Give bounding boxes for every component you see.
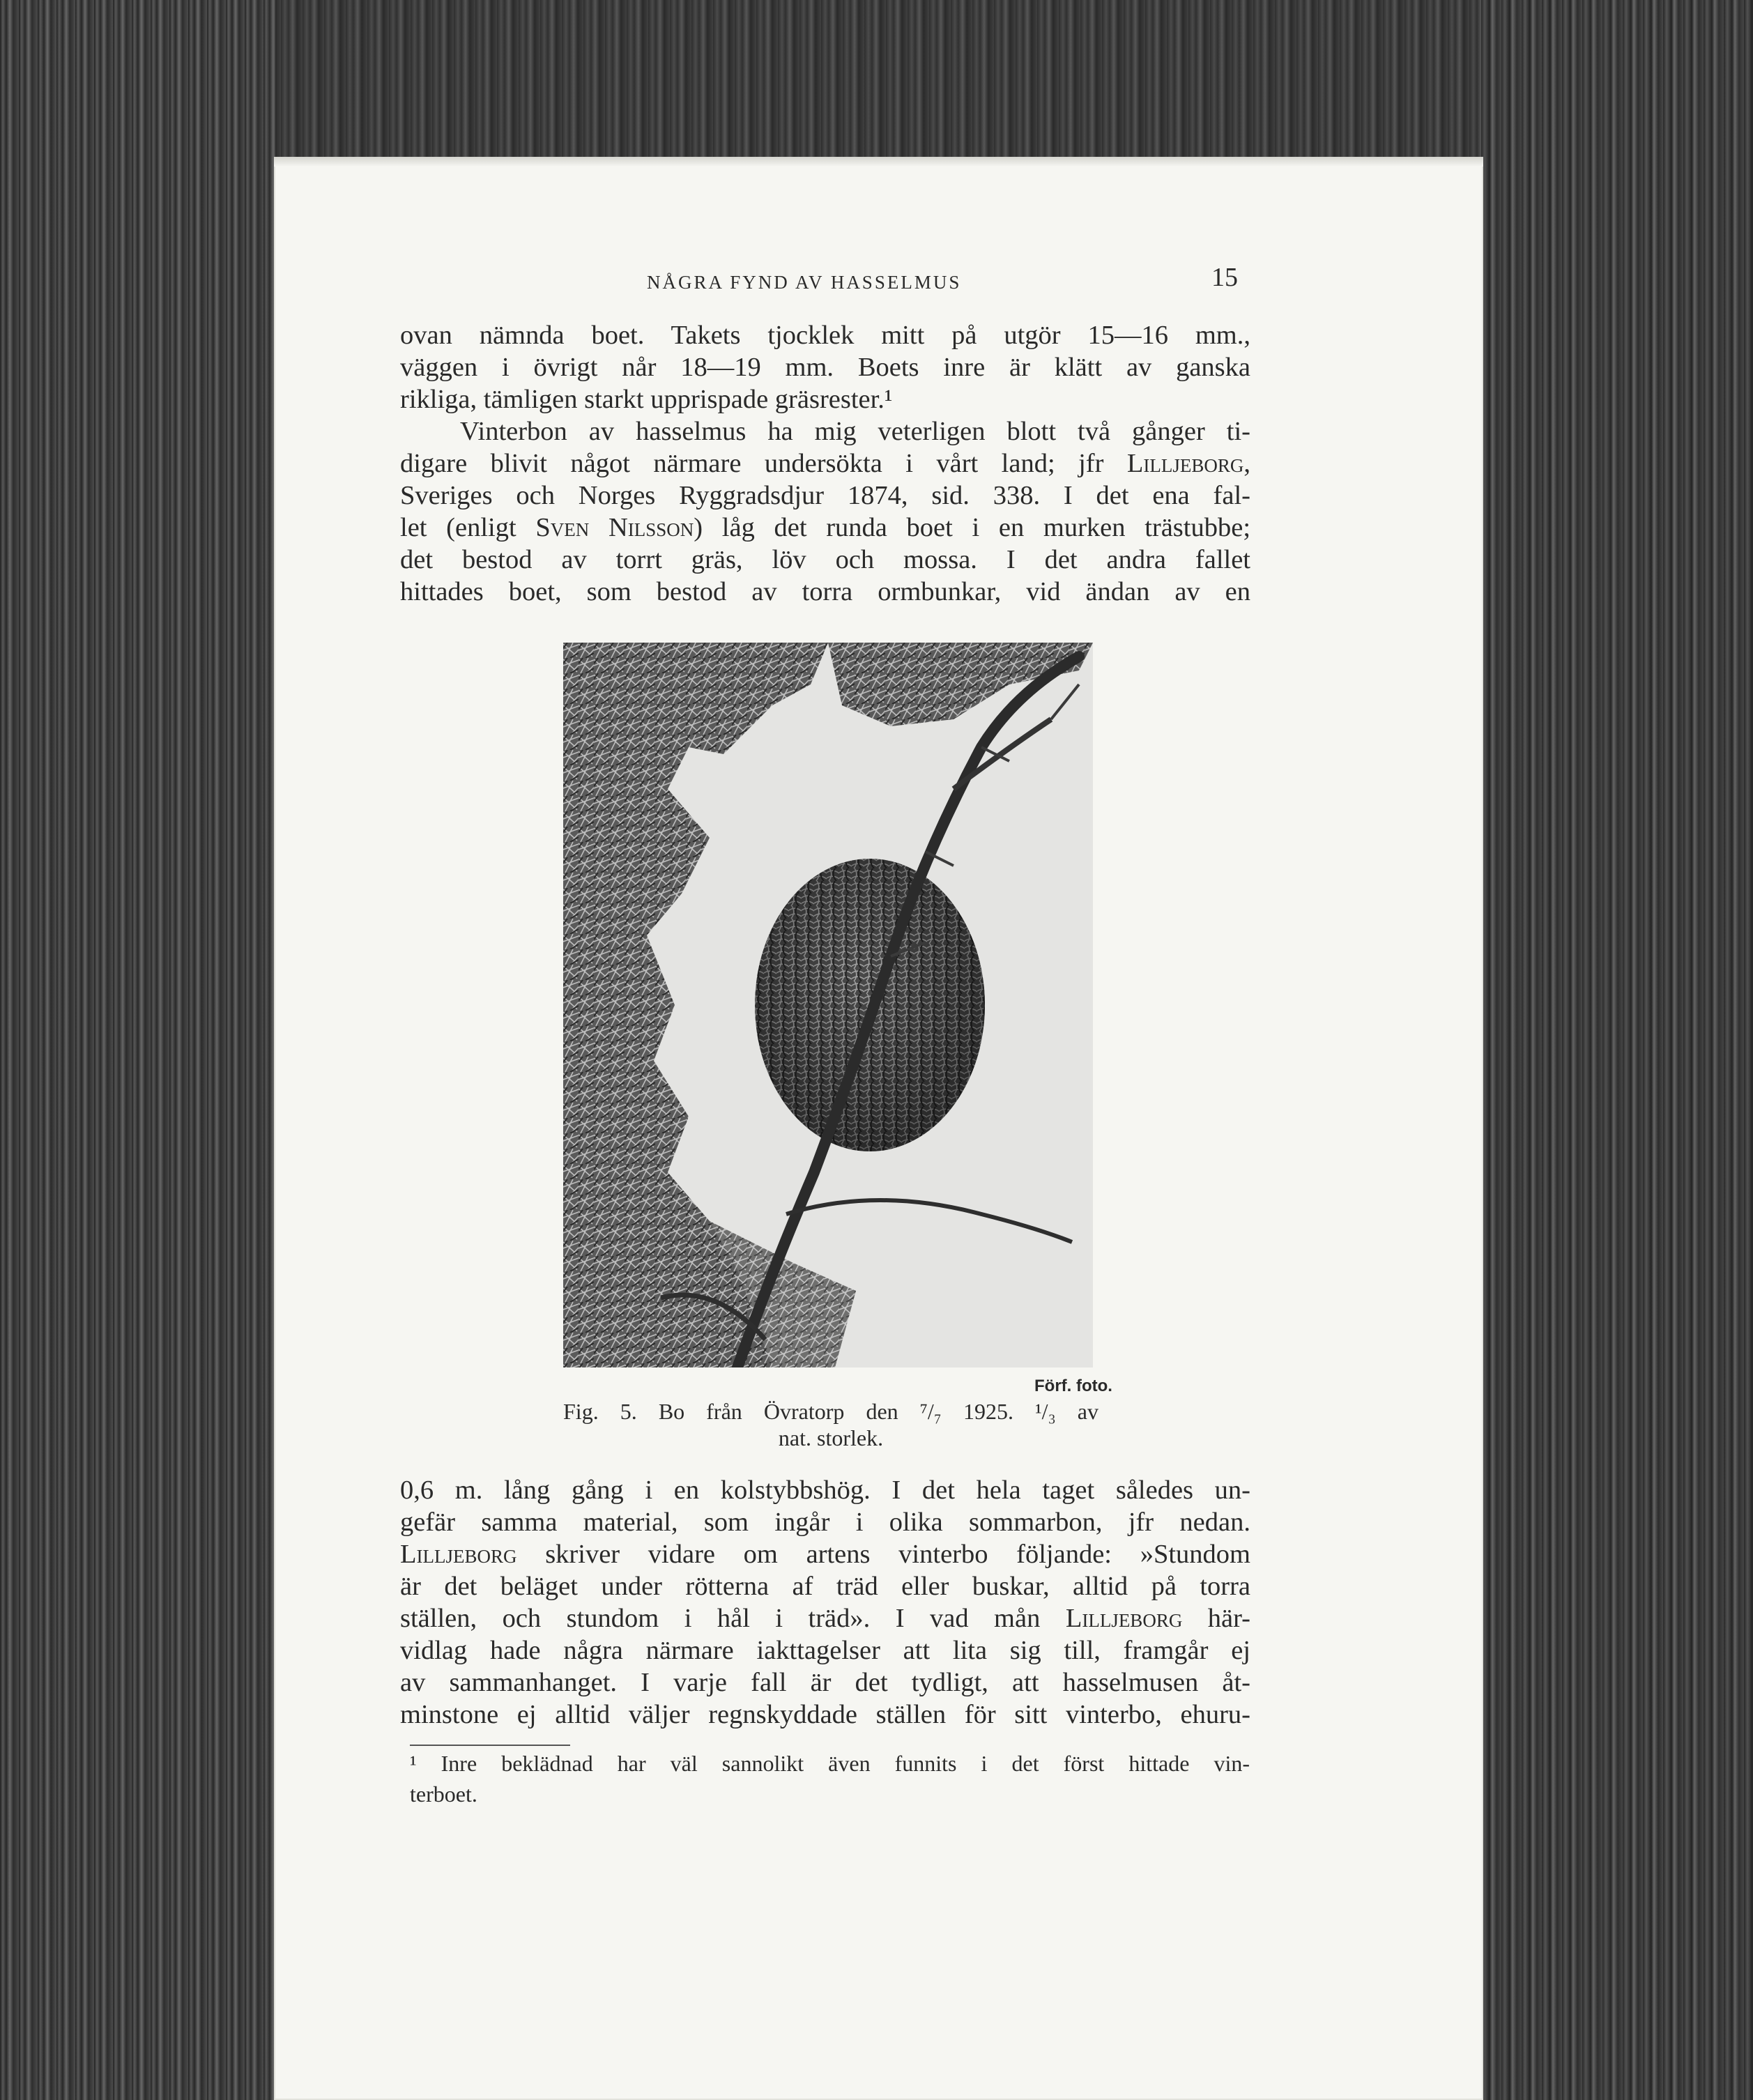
text-line: Sveriges och Norges Ryggradsdjur 1874, sid. 338. I det ena fal-	[400, 481, 1250, 510]
page-number: 15	[1211, 263, 1238, 292]
figure-caption	[563, 1398, 1099, 1451]
text-segment: digare blivit något närmare undersökta i vårt land; jfr	[400, 449, 1104, 478]
footnote-line: terboet.	[410, 1781, 477, 1807]
text-line: rikliga, tämligen starkt upprispade gräsrester.¹	[400, 385, 893, 414]
footnote-divider	[410, 1745, 570, 1746]
text-segment: ställen, och stundom i hål i träd». I vad mån	[400, 1604, 1041, 1633]
footnote	[410, 1748, 1250, 1809]
text-segment: här-	[1207, 1604, 1250, 1633]
author-name-sven-nilsson: Sven Nilsson)	[535, 513, 703, 542]
caption-line: nat. storlek.	[778, 1425, 884, 1450]
text-line	[400, 512, 1250, 544]
author-name-lilljeborg: Lilljeborg,	[1126, 449, 1250, 478]
photo-illustration	[563, 643, 1093, 1367]
text-line: det bestod av torrt gräs, löv och mossa. I det andra fallet	[400, 545, 1250, 574]
text-segment: let (enligt	[400, 513, 516, 542]
body-text-bottom	[400, 1474, 1250, 1731]
text-line	[400, 447, 1250, 480]
author-name-lilljeborg: Lilljeborg	[400, 1540, 517, 1569]
text-line: ovan nämnda boet. Takets tjocklek mitt på utgör 15—16 mm.,	[400, 321, 1250, 350]
text-line	[400, 1602, 1250, 1634]
paragraph-start-line: Vinterbon av hasselmus ha mig veterligen blott två gånger ti-	[460, 417, 1250, 446]
text-line	[400, 1538, 1250, 1570]
caption-line: Fig. 5. Bo från Övratorp den ⁷/₇ 1925. ¹/₃ av	[563, 1399, 1099, 1424]
text-line: gefär samma material, som ingår i olika sommarbon, jfr nedan.	[400, 1508, 1250, 1537]
body-text-top	[400, 319, 1250, 608]
text-segment: skriver vidare om artens vinterbo följande: »Stundom	[545, 1540, 1250, 1569]
text-line: 0,6 m. lång gång i en kolstybbshög. I det hela taget således un-	[400, 1476, 1250, 1505]
text-line: hittades boet, som bestod av torra ormbunkar, vid ändan av en	[400, 577, 1250, 606]
author-name-lilljeborg: Lilljeborg	[1065, 1604, 1183, 1633]
text-segment: låg det runda boet i en murken trästubbe;	[721, 513, 1250, 542]
text-line: väggen i övrigt når 18—19 mm. Boets inre är klätt av ganska	[400, 353, 1250, 382]
text-line: är det beläget under rötterna af träd eller buskar, alltid på torra	[400, 1572, 1250, 1601]
footnote-line: ¹ Inre beklädnad har väl sannolikt även funnits i det först hittade vin-	[410, 1751, 1250, 1776]
text-line: minstone ej alltid väljer regnskyddade ställen för sitt vinterbo, ehuru-	[400, 1700, 1250, 1729]
running-head	[397, 263, 1248, 305]
photo-credit: Förf. foto.	[1034, 1377, 1112, 1395]
text-line: vidlag hade några närmare iakttagelser att lita sig till, framgår ej	[400, 1636, 1250, 1665]
nest-photograph	[563, 643, 1093, 1367]
running-title: NÅGRA FYND AV HASSELMUS	[647, 272, 962, 293]
text-line: av sammanhanget. I varje fall är det tydligt, att hasselmusen åt-	[400, 1668, 1250, 1697]
